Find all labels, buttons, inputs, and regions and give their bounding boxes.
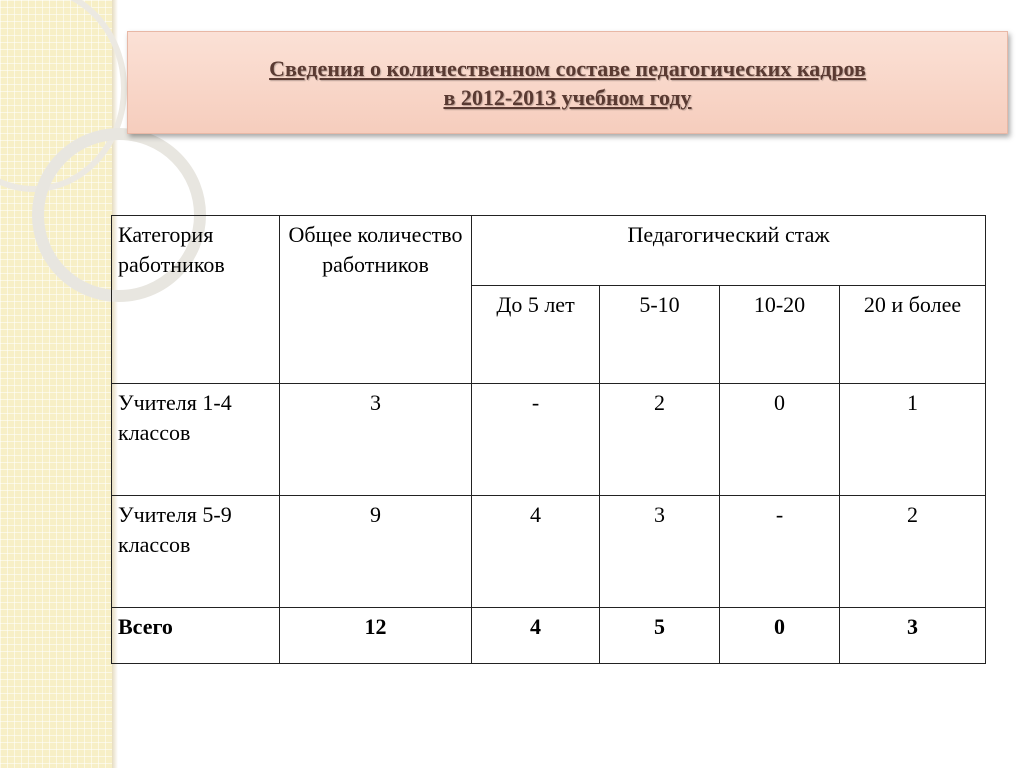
- total-value: 12: [280, 608, 472, 664]
- header-range: 10-20: [720, 286, 840, 384]
- total-value: 5: [600, 608, 720, 664]
- staff-table: [111, 215, 986, 664]
- row-label: Учителя 5-9 классов: [112, 496, 280, 608]
- row-value: 1: [840, 384, 986, 496]
- header-total: Общее количество работников: [280, 216, 472, 384]
- row-value: -: [472, 384, 600, 496]
- row-total: 9: [280, 496, 472, 608]
- title-line-1: Сведения о количественном составе педагогических кадров: [269, 55, 866, 81]
- table-row: [112, 496, 986, 608]
- table-total-row: [112, 608, 986, 664]
- total-value: 4: [472, 608, 600, 664]
- title-line-2: в 2012-2013 учебном году: [443, 84, 692, 110]
- table-header-row: [112, 216, 986, 286]
- row-value: 4: [472, 496, 600, 608]
- total-label: Всего: [112, 608, 280, 664]
- total-value: 3: [840, 608, 986, 664]
- header-range: 20 и более: [840, 286, 986, 384]
- row-value: 3: [600, 496, 720, 608]
- row-value: 2: [840, 496, 986, 608]
- header-range: До 5 лет: [472, 286, 600, 384]
- row-label: Учителя 1-4 классов: [112, 384, 280, 496]
- header-experience: Педагогический стаж: [472, 216, 986, 286]
- header-category: Категория работников: [112, 216, 280, 384]
- header-range: 5-10: [600, 286, 720, 384]
- row-value: 2: [600, 384, 720, 496]
- row-total: 3: [280, 384, 472, 496]
- title-banner: [127, 31, 1008, 134]
- row-value: -: [720, 496, 840, 608]
- total-value: 0: [720, 608, 840, 664]
- table-row: [112, 384, 986, 496]
- row-value: 0: [720, 384, 840, 496]
